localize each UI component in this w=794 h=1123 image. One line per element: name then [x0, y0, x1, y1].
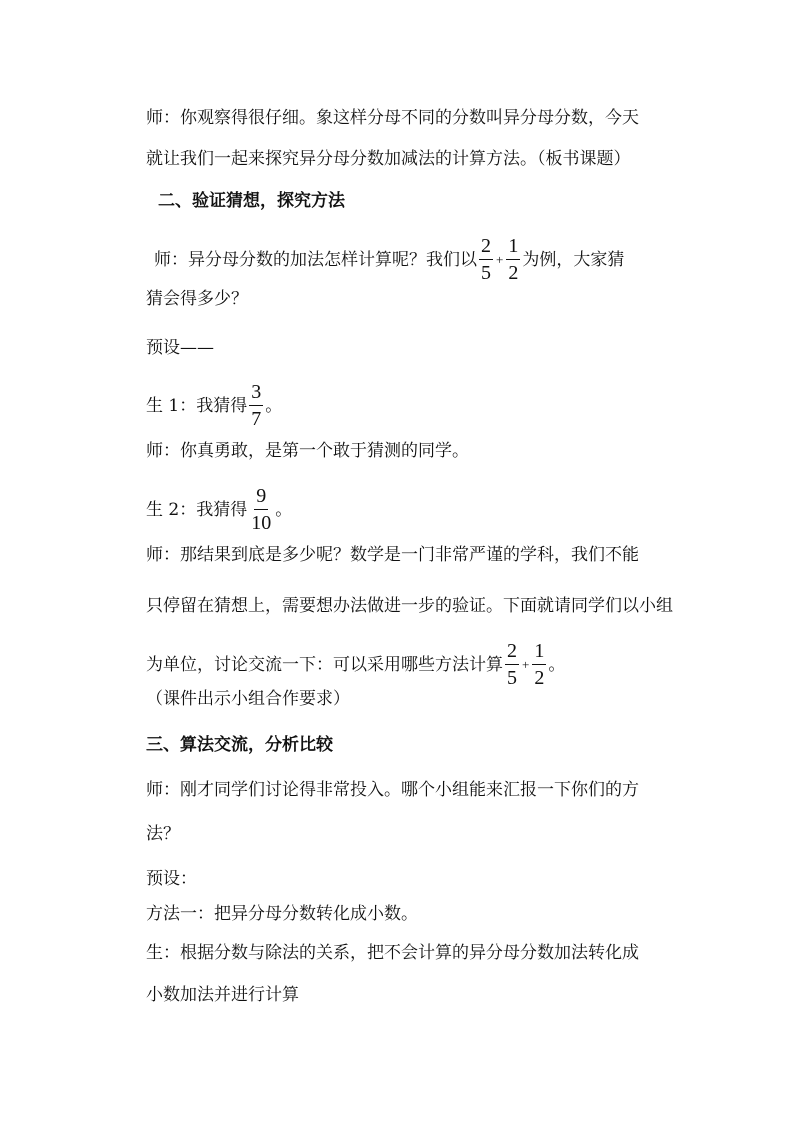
paragraph-line [146, 903, 418, 925]
fraction [506, 236, 520, 283]
paragraph-line [146, 148, 631, 170]
denominator: 10 [251, 512, 272, 534]
numerator: 3 [249, 382, 263, 406]
text: 只停留在猜想上，需要想办法做进一步的验证。下面就请同学们以小组 [146, 596, 673, 616]
text: 生 1：我猜得 [146, 395, 248, 416]
paragraph-line [146, 868, 197, 890]
paragraph-line [146, 544, 639, 566]
text: 师：你观察得很仔细。象这样分母不同的分数叫异分母分数，今天 [146, 108, 639, 128]
denominator: 7 [251, 408, 262, 430]
text: 。 [275, 499, 293, 520]
fraction [249, 486, 273, 533]
denominator: 5 [507, 667, 517, 689]
denominator: 2 [534, 667, 545, 689]
paragraph-line [154, 236, 624, 283]
paragraph-line [146, 486, 292, 533]
text: （课件出示小组合作要求） [146, 689, 350, 709]
text: 。 [548, 654, 566, 675]
section-heading [158, 190, 345, 212]
text: 师：那结果到底是多少呢？数学是一门非常严谨的学科，我们不能 [146, 545, 639, 565]
paragraph-line [146, 984, 299, 1006]
paragraph-line [146, 688, 350, 710]
numerator: 1 [532, 641, 546, 665]
text: 生 2：我猜得 [146, 499, 248, 520]
fraction [249, 382, 263, 429]
fraction [532, 641, 546, 688]
text: 方法一：把异分母分数转化成小数。 [146, 904, 418, 924]
text: 法？ [146, 824, 180, 844]
plus-sign: + [496, 251, 504, 267]
paragraph-line [146, 779, 639, 801]
text: 师：刚才同学们讨论得非常投入。哪个小组能来汇报一下你们的方 [146, 780, 639, 800]
paragraph-line [146, 337, 214, 359]
denominator: 5 [481, 262, 491, 284]
section-heading [146, 734, 333, 756]
numerator: 2 [479, 236, 493, 260]
paragraph-line [146, 641, 565, 688]
paragraph-line [146, 288, 248, 310]
paragraph-line [146, 440, 469, 462]
paragraph-line [146, 942, 639, 964]
numerator: 9 [254, 486, 268, 510]
text: 小数加法并进行计算 [146, 985, 299, 1005]
denominator: 2 [508, 262, 519, 284]
text: 为例，大家猜 [522, 249, 625, 270]
text: 预设—— [146, 338, 214, 358]
text: 预设： [146, 869, 197, 889]
text: 。 [265, 395, 283, 416]
fraction [505, 641, 519, 688]
plus-sign: + [522, 656, 530, 672]
text: 师：你真勇敢，是第一个敢于猜测的同学。 [146, 441, 469, 461]
text: 猜会得多少？ [146, 289, 248, 309]
text: 师：异分母分数的加法怎样计算呢？我们以 [154, 249, 477, 270]
paragraph-line [146, 823, 180, 845]
heading-text: 二、验证猜想，探究方法 [158, 191, 345, 211]
paragraph-line [146, 382, 282, 429]
numerator: 1 [506, 236, 520, 260]
paragraph-line [146, 595, 673, 617]
text: 就让我们一起来探究异分母分数加减法的计算方法。（板书课题） [146, 149, 631, 169]
heading-text: 三、算法交流，分析比较 [146, 735, 333, 755]
text: 为单位，讨论交流一下：可以采用哪些方法计算 [146, 654, 503, 675]
paragraph-line [146, 107, 639, 129]
numerator: 2 [505, 641, 519, 665]
text: 生：根据分数与除法的关系，把不会计算的异分母分数加法转化成 [146, 943, 639, 963]
fraction [479, 236, 493, 283]
